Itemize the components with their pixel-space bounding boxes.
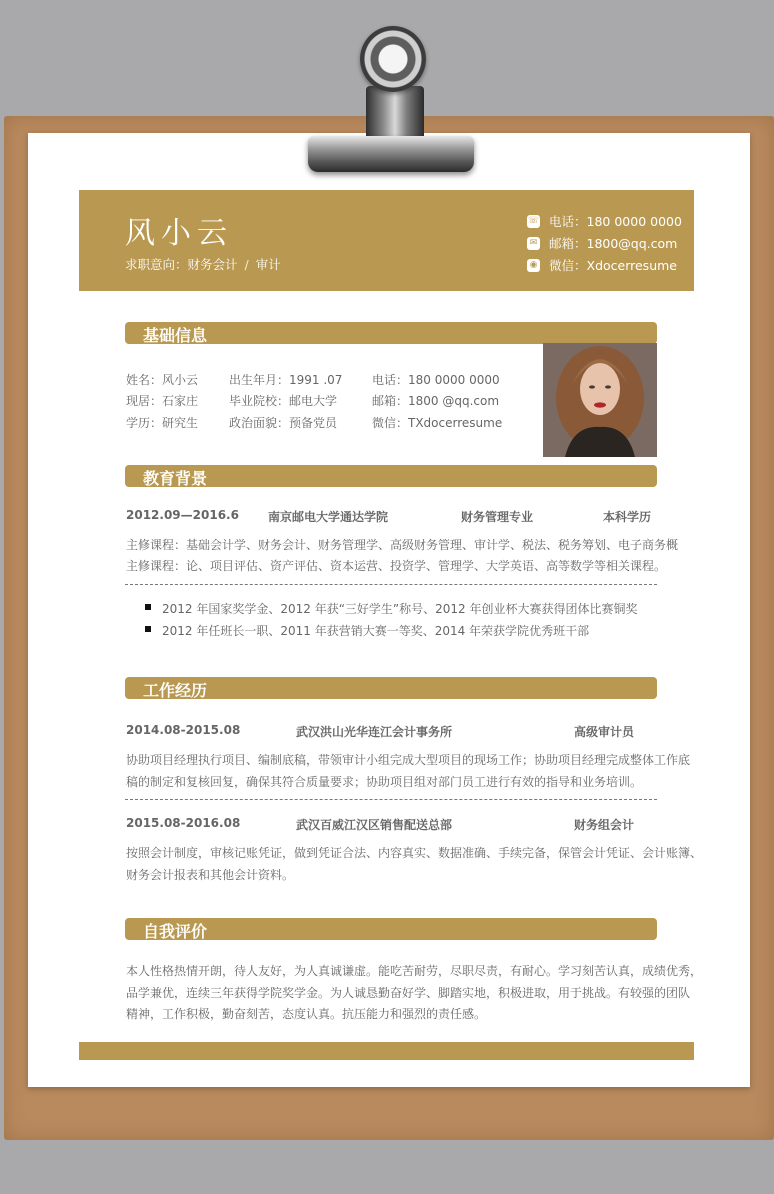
job-desc-line: 稿的制定和复核回复，确保其符合质量要求；协助项目组对部门员工进行有效的指导和业务培训。 bbox=[126, 775, 643, 789]
mail-icon: ✉ bbox=[527, 237, 540, 250]
binder-clip-icon bbox=[308, 136, 474, 172]
job-period: 2015.08-2016.08 bbox=[126, 816, 241, 830]
phone-icon: ☏ bbox=[527, 215, 540, 226]
resume-header bbox=[79, 190, 694, 291]
info-birth: 出生年月：1991 .07 bbox=[229, 373, 343, 387]
section-title: 工作经历 bbox=[143, 681, 208, 700]
footer-bar bbox=[79, 1042, 694, 1060]
job-desc-line: 协助项目经理执行项目、编制底稿，带领审计小组完成大型项目的现场工作；协助项目经理完成整体工作底 bbox=[126, 753, 691, 767]
header-email-text: 邮箱：1800@qq.com bbox=[549, 236, 678, 251]
divider bbox=[125, 584, 657, 585]
divider bbox=[125, 799, 657, 800]
edu-school: 南京邮电大学通达学院 bbox=[268, 510, 389, 524]
info-education: 学历：研究生 bbox=[126, 416, 199, 430]
header-phone bbox=[527, 212, 682, 230]
bullet-icon bbox=[145, 626, 151, 632]
section-basic-info bbox=[125, 322, 657, 344]
award-item: 2012 年国家奖学金、2012 年获“三好学生”称号、2012 年创业杯大赛获得团体比赛铜奖 bbox=[162, 602, 638, 616]
info-politics: 政治面貌：预备党员 bbox=[229, 416, 338, 430]
info-school: 毕业院校：邮电大学 bbox=[229, 394, 338, 408]
section-education bbox=[125, 465, 657, 487]
self-eval-line: 精神，工作积极，勤奋刻苦，态度认真。抗压能力和强烈的责任感。 bbox=[126, 1007, 487, 1021]
info-email: 邮箱：1800 @qq.com bbox=[372, 394, 500, 408]
job-company: 武汉百威江汉区销售配送总部 bbox=[296, 818, 453, 832]
info-name: 姓名：风小云 bbox=[126, 373, 199, 387]
self-eval-line: 品学兼优，连续三年获得学院奖学金。为人诚恳勤奋好学、脚踏实地，积极进取，用于挑战。有较强的团队 bbox=[126, 986, 691, 1000]
edu-major: 财务管理专业 bbox=[461, 510, 534, 524]
section-title: 教育背景 bbox=[143, 469, 208, 488]
header-wechat bbox=[527, 256, 677, 274]
edu-course-line: 主修课程：论、项目评估、资产评估、资本运营、投资学、管理学、大学英语、高等数学等相关课程。 bbox=[126, 559, 667, 573]
info-wechat: 微信：TXdocerresume bbox=[372, 416, 503, 430]
job-objective-label: 求职意向： bbox=[125, 257, 188, 272]
bullet-icon bbox=[145, 604, 151, 610]
edu-degree: 本科学历 bbox=[603, 510, 652, 524]
binder-clip-ring bbox=[360, 26, 426, 92]
job-position: 财务组会计 bbox=[574, 818, 635, 832]
profile-photo bbox=[543, 343, 657, 457]
profile-photo-illustration bbox=[543, 343, 657, 457]
header-wechat-text: 微信：Xdocerresume bbox=[549, 258, 677, 273]
job-desc-line: 财务会计报表和其他会计资料。 bbox=[126, 868, 295, 882]
section-self-evaluation bbox=[125, 918, 657, 940]
job-period: 2014.08-2015.08 bbox=[126, 723, 241, 737]
award-item: 2012 年任班长一职、2011 年获营销大赛一等奖、2014 年荣获学院优秀班干部 bbox=[162, 624, 590, 638]
section-work bbox=[125, 677, 657, 699]
self-eval-line: 本人性格热情开朗，待人友好，为人真诚谦虚。能吃苦耐劳，尽职尽责，有耐心。学习刻苦认真，成绩优秀， bbox=[126, 964, 703, 978]
job-company: 武汉洪山光华连江会计事务所 bbox=[296, 725, 453, 739]
clip-neck bbox=[366, 86, 424, 140]
edu-course-line: 主修课程：基础会计学、财务会计、财务管理学、高级财务管理、审计学、税法、税务筹划、电子商务概 bbox=[126, 538, 679, 552]
job-separator: / bbox=[244, 257, 249, 272]
section-title: 自我评价 bbox=[143, 922, 208, 941]
candidate-name: 风小云 bbox=[125, 216, 233, 251]
job-field: 审计 bbox=[255, 257, 281, 272]
info-phone: 电话：180 0000 0000 bbox=[372, 373, 500, 387]
section-title: 基础信息 bbox=[143, 326, 208, 345]
job-objective bbox=[125, 255, 281, 273]
header-phone-text: 电话：180 0000 0000 bbox=[549, 214, 682, 229]
wechat-icon: ◉ bbox=[527, 259, 540, 272]
job-position: 高级审计员 bbox=[574, 725, 635, 739]
job-role: 财务会计 bbox=[187, 257, 238, 272]
job-desc-line: 按照会计制度，审核记账凭证，做到凭证合法、内容真实、数据准确、手续完备，保管会计凭证、会计账簿、 bbox=[126, 846, 703, 860]
info-residence: 现居：石家庄 bbox=[126, 394, 199, 408]
header-email bbox=[527, 234, 677, 252]
edu-period: 2012.09—2016.6 bbox=[126, 508, 239, 522]
